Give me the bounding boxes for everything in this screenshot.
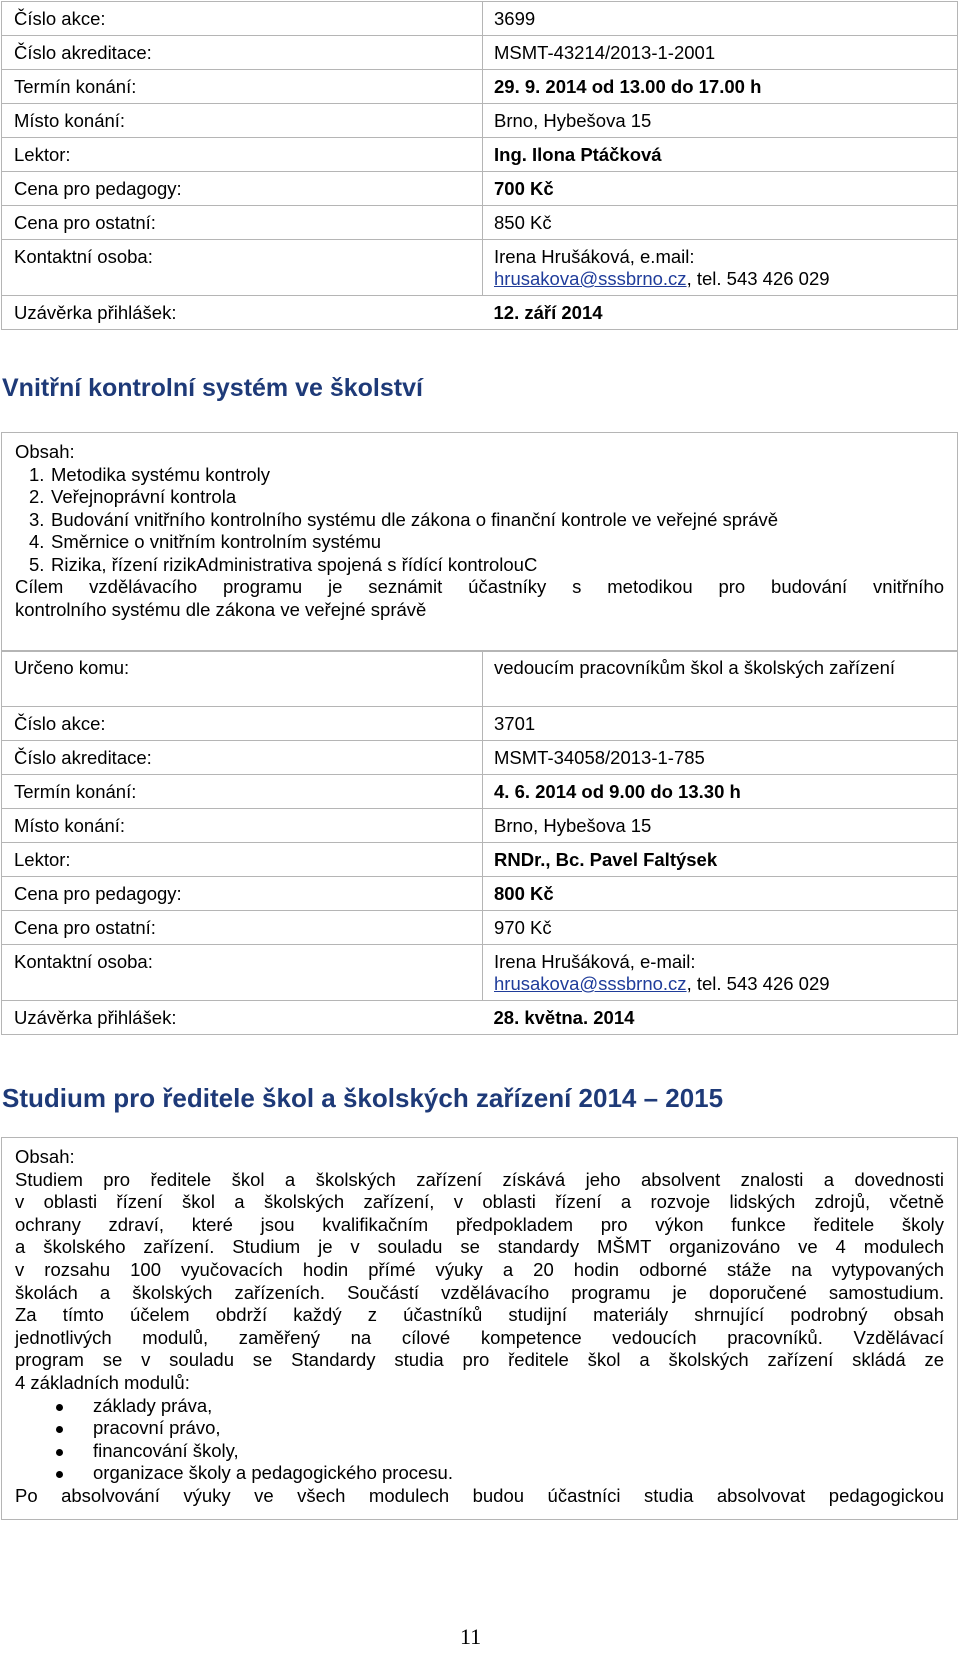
list-item — [15, 1440, 944, 1463]
deadline-label: Uzávěrka přihlášek: — [2, 1001, 483, 1035]
row-value: 850 Kč — [483, 206, 958, 240]
row-value: 700 Kč — [483, 172, 958, 206]
row-value: 3699 — [483, 2, 958, 36]
content-box — [1, 432, 958, 652]
table-row — [2, 911, 958, 945]
row-value: 3701 — [483, 707, 958, 741]
table-row — [2, 707, 958, 741]
table-row — [2, 775, 958, 809]
item-text: financování školy, — [93, 1439, 239, 1461]
table-row — [2, 104, 958, 138]
table-row — [2, 172, 958, 206]
bullet-icon — [56, 1404, 63, 1411]
para-line: v oblasti řízení škol a školských zařízení, v oblasti řízení a rozvoje lidských zdrojů, včetně — [15, 1191, 944, 1213]
row-label: Číslo akreditace: — [2, 36, 483, 70]
table-row — [2, 138, 958, 172]
list-item — [11, 531, 944, 554]
goal-line: Cílem vzdělávacího programu je seznámit účastníky s metodikou pro budování vnitřního — [15, 576, 944, 597]
content-box — [1, 1137, 958, 1520]
table-row — [2, 843, 958, 877]
row-value: 800 Kč — [483, 877, 958, 911]
row-label: Číslo akreditace: — [2, 741, 483, 775]
target-value: vedoucím pracovníkům škol a školských zařízení — [483, 651, 958, 707]
contact-tel: , tel. 543 426 029 — [686, 973, 830, 994]
list-item — [11, 509, 944, 532]
list-item — [15, 1417, 944, 1440]
module-list — [15, 1395, 944, 1485]
list-item — [15, 1395, 944, 1418]
contact-label: Kontaktní osoba: — [2, 945, 483, 1001]
section-title: Vnitřní kontrolní systém ve školství — [2, 374, 423, 402]
row-label: Lektor: — [2, 138, 483, 172]
row-value: 970 Kč — [483, 911, 958, 945]
table-row — [2, 2, 958, 36]
row-label: Lektor: — [2, 843, 483, 877]
contact-email-line — [494, 268, 945, 290]
bullet-icon — [56, 1471, 63, 1478]
table-row — [2, 741, 958, 775]
table-row — [2, 1001, 958, 1035]
para-line: ochrany zdraví, které jsou kvalifikačním předpokladem pro výkon funkce ředitele školy — [15, 1213, 944, 1235]
email-link[interactable]: hrusakova@sssbrno.cz — [494, 973, 687, 994]
item-text: Rizika, řízení rizikAdministrativa spojená s řídící kontrolouC — [51, 553, 538, 575]
para-line: a školského zařízení. Studium je v souladu se standardy MŠMT organizováno ve 4 modulech — [15, 1236, 944, 1258]
item-text: Veřejnoprávní kontrola — [51, 486, 237, 507]
para-line: v rozsahu 100 vyučovacích hodin přímé výuky a 20 hodin odborné stáže na vytypovaných — [15, 1258, 944, 1280]
deadline-value: 28. května. 2014 — [483, 1001, 958, 1035]
table-row — [2, 296, 958, 330]
item-text: Budování vnitřního kontrolního systému dle zákona o finanční kontrole ve veřejné správě — [51, 508, 779, 530]
row-label: Číslo akce: — [2, 707, 483, 741]
row-value: MSMT-34058/2013-1-785 — [483, 741, 958, 775]
item-number: 3. — [29, 508, 45, 530]
item-text: základy práva, — [93, 1394, 213, 1416]
email-link[interactable]: hrusakova@sssbrno.cz — [494, 268, 687, 289]
obsah-label: Obsah: — [15, 1146, 75, 1167]
bullet-icon — [56, 1449, 63, 1456]
para-line: školách a školských zařízeních. Součástí vzdělávacího programu je doporučené samostudium. — [15, 1281, 944, 1303]
list-item — [11, 464, 944, 487]
item-number: 4. — [29, 531, 45, 552]
item-text: organizace školy a pedagogického procesu. — [93, 1462, 453, 1484]
para-line: 4 základních modulů: — [15, 1371, 190, 1393]
para-line: program se v souladu se Standardy studia pro ředitele škol a školských zařízení skládá ze — [15, 1349, 944, 1371]
para-line: Za tímto účelem obdrží každý z účastníků studijní materiály shrnující podrobný obsah — [15, 1304, 944, 1326]
course-info-table-2 — [1, 650, 958, 1035]
contact-label: Kontaktní osoba: — [2, 240, 483, 296]
item-number: 2. — [29, 486, 45, 507]
row-label: Místo konání: — [2, 104, 483, 138]
list-item — [11, 486, 944, 509]
row-value: Brno, Hybešova 15 — [483, 104, 958, 138]
goal-line: kontrolního systému dle zákona ve veřejné správě — [15, 598, 427, 620]
table-row — [2, 809, 958, 843]
row-label: Cena pro pedagogy: — [2, 172, 483, 206]
page-number: 11 — [460, 1624, 482, 1649]
row-label: Termín konání: — [2, 70, 483, 104]
row-value: Brno, Hybešova 15 — [483, 809, 958, 843]
deadline-label: Uzávěrka přihlášek: — [2, 296, 483, 330]
contact-tel: , tel. 543 426 029 — [686, 268, 830, 289]
section-title: Studium pro ředitele škol a školských zařízení 2014 – 2015 — [2, 1083, 724, 1113]
item-number: 1. — [29, 463, 45, 485]
row-value: 29. 9. 2014 od 13.00 do 17.00 h — [483, 70, 958, 104]
target-label: Určeno komu: — [2, 651, 483, 707]
row-label: Termín konání: — [2, 775, 483, 809]
list-item — [11, 554, 944, 577]
contact-name: Irena Hrušáková, e.mail: — [494, 246, 695, 267]
table-row — [2, 877, 958, 911]
item-number: 5. — [29, 553, 45, 575]
row-value: Ing. Ilona Ptáčková — [483, 138, 958, 172]
table-row — [2, 945, 958, 1001]
deadline-value: 12. září 2014 — [483, 296, 958, 330]
row-label: Číslo akce: — [2, 2, 483, 36]
para-line: Po absolvování výuky ve všech modulech budou účastníci studia absolvovat pedagogickou — [15, 1484, 944, 1506]
contact-name: Irena Hrušáková, e-mail: — [494, 951, 696, 972]
row-value: 4. 6. 2014 od 9.00 do 13.30 h — [483, 775, 958, 809]
list-item — [15, 1462, 944, 1485]
content-list — [15, 464, 944, 577]
bullet-icon — [56, 1426, 63, 1433]
table-row — [2, 206, 958, 240]
row-label: Cena pro ostatní: — [2, 911, 483, 945]
item-text: Metodika systému kontroly — [51, 463, 271, 485]
contact-value — [483, 240, 958, 296]
obsah-label: Obsah: — [15, 441, 75, 462]
row-value: MSMT-43214/2013-1-2001 — [483, 36, 958, 70]
row-value: RNDr., Bc. Pavel Faltýsek — [483, 843, 958, 877]
table-row — [2, 651, 958, 707]
item-text: pracovní právo, — [93, 1417, 221, 1439]
row-label: Cena pro pedagogy: — [2, 877, 483, 911]
table-row — [2, 240, 958, 296]
item-text: Směrnice o vnitřním kontrolním systému — [51, 531, 382, 552]
para-line: jednotlivých modulů, zaměřený na cílové kompetence vedoucích pracovníků. Vzdělávací — [15, 1326, 944, 1348]
contact-value — [483, 945, 958, 1001]
table-row — [2, 70, 958, 104]
contact-email-line — [494, 973, 945, 995]
row-label: Místo konání: — [2, 809, 483, 843]
para-line: Studiem pro ředitele škol a školských zařízení získává jeho absolvent znalosti a dovednosti — [15, 1168, 944, 1190]
row-label: Cena pro ostatní: — [2, 206, 483, 240]
course-info-table-1 — [1, 1, 958, 330]
table-row — [2, 36, 958, 70]
